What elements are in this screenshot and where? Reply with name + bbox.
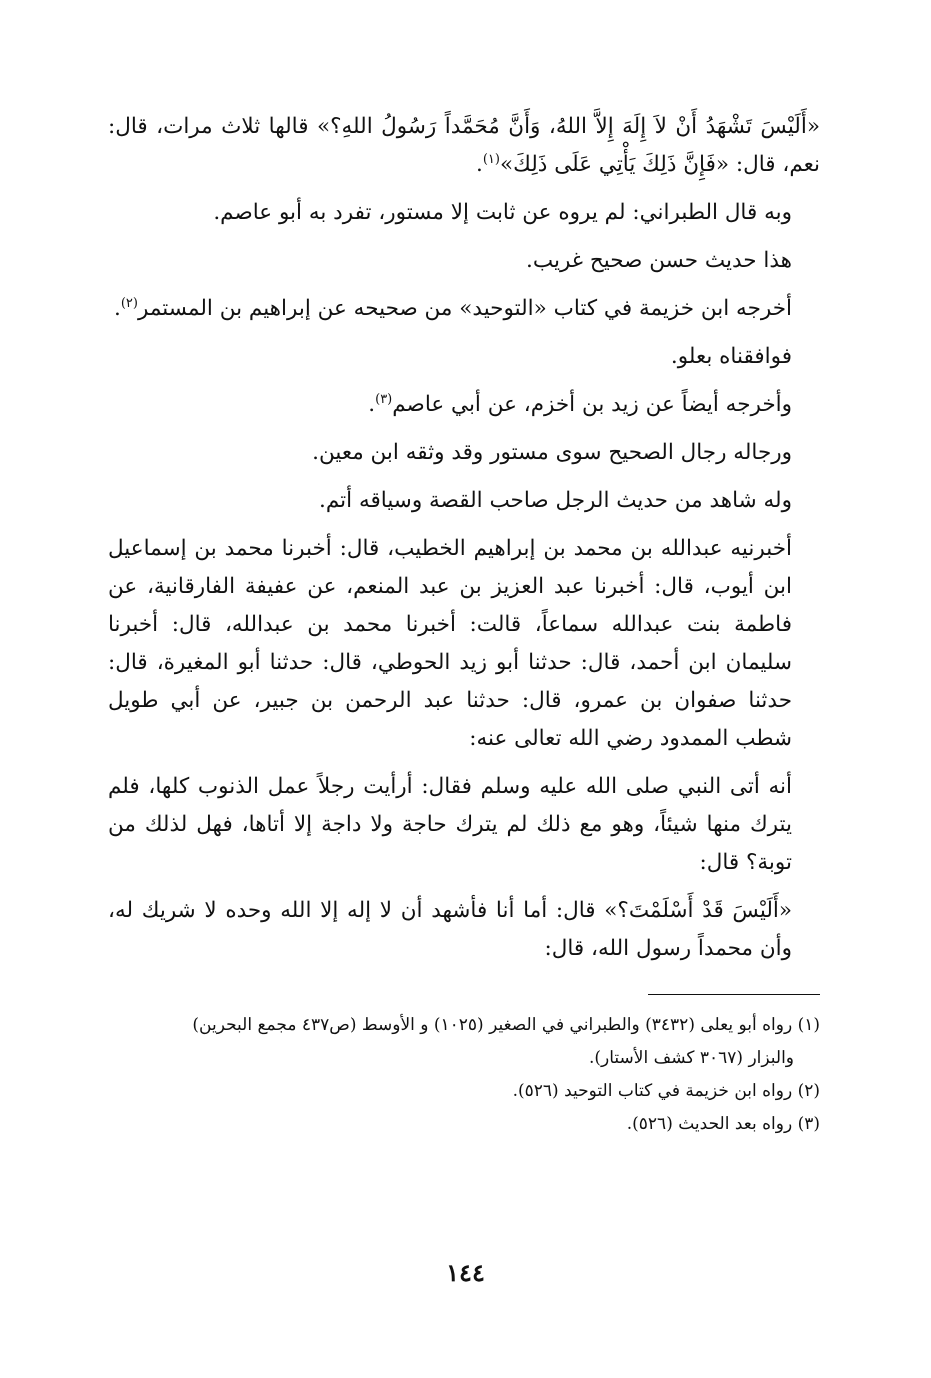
footnote-2: (٢) رواه ابن خزيمة في كتاب التوحيد (٥٢٦). bbox=[512, 1081, 820, 1101]
document-page bbox=[108, 108, 820, 1141]
paragraph-8 bbox=[108, 482, 820, 520]
paragraph-tail: . bbox=[475, 152, 483, 177]
paragraph-tail: . bbox=[368, 392, 376, 417]
footnote-ref-1[interactable]: (١) bbox=[482, 151, 500, 167]
paragraph-11 bbox=[108, 892, 820, 968]
footnote-ref-3[interactable]: (٣) bbox=[375, 391, 393, 407]
paragraph-7 bbox=[108, 434, 820, 472]
paragraph-text: أخبرنيه عبدالله بن محمد بن إبراهيم الخطيب، قال: أخبرنا محمد بن إسماعيل ابن أيوب، قال: أخبرنا عبد العزيز بن عبد المنعم، عن عفيفة الفارقانية، عن فاطمة بنت عبدالله سماعاً، قالت: أخبرنا محمد بن عبدالله، قال: أخبرنا سليمان ابن أحمد، قال: حدثنا أبو زيد الحوطي، قال: حدثنا أبو المغيرة، قال: حدثنا صفوان بن عمرو، قال: حدثنا عبد الرحمن بن جبير، عن أبي طويل شطب الممدود رضي الله تعالى عنه: bbox=[108, 536, 792, 751]
paragraph-10 bbox=[108, 768, 820, 882]
paragraph-3 bbox=[108, 242, 820, 280]
page-number: ١٤٤ bbox=[446, 1258, 485, 1287]
paragraph-text: «أَلَيْسَ قَدْ أَسْلَمْتَ؟» قال: أما أنا فأشهد أن لا إله إلا الله وحده لا شريك له، وأن محمداً رسول الله، قال: bbox=[108, 898, 792, 961]
footnote-3: (٣) رواه بعد الحديث (٥٢٦). bbox=[626, 1114, 820, 1134]
paragraph-text: أخرجه ابن خزيمة في كتاب «التوحيد» من صحيحه عن إبراهيم بن المستمر bbox=[137, 296, 792, 321]
paragraph-text: هذا حديث حسن صحيح غريب. bbox=[526, 248, 792, 273]
paragraph-5 bbox=[108, 338, 820, 376]
footnote-1: (١) رواه أبو يعلى (٣٤٣٢) والطبراني في الصغير (١٠٢٥) و الأوسط (ص٤٣٧ مجمع البحرين) bbox=[192, 1015, 820, 1035]
footnote-ref-2[interactable]: (٢) bbox=[120, 295, 138, 311]
footnote-1-continuation: والبزار (٣٠٦٧ كشف الأستار). bbox=[588, 1048, 794, 1068]
paragraph-text: وله شاهد من حديث الرجل صاحب القصة وسياقه أتم. bbox=[319, 488, 792, 513]
paragraph-text: أنه أتى النبي صلى الله عليه وسلم فقال: أرأيت رجلاً عمل الذنوب كلها، فلم يترك منها شيئاً، وهو مع ذلك لم يترك حاجة ولا داجة إلا أتاها، فهل لذلك من توبة؟ قال: bbox=[108, 774, 792, 875]
paragraph-text: ورجاله رجال الصحيح سوى مستور وقد وثقه ابن معين. bbox=[312, 440, 792, 465]
main-text bbox=[108, 108, 820, 968]
footnote-divider bbox=[648, 994, 820, 995]
paragraph-4 bbox=[108, 290, 820, 328]
paragraph-text: فوافقناه بعلو. bbox=[670, 344, 792, 369]
paragraph-text: «أَلَيْسَ تَشْهَدُ أَنْ لاَ إِلَهَ إِلاَّ اللهُ، وَأَنَّ مُحَمَّداً رَسُولُ اللهِ؟» قالها ثلاث مرات، قال: نعم، قال: «فَإِنَّ ذَلِكَ يَأْتِي عَلَى ذَلِكَ» bbox=[108, 114, 820, 177]
paragraph-tail: . bbox=[113, 296, 121, 321]
paragraph-text: وبه قال الطبراني: لم يروه عن ثابت إلا مستور، تفرد به أبو عاصم. bbox=[213, 200, 792, 225]
paragraph-1 bbox=[108, 108, 820, 184]
paragraph-9 bbox=[108, 530, 820, 758]
paragraph-6 bbox=[108, 386, 820, 424]
paragraph-2 bbox=[108, 194, 820, 232]
paragraph-text: وأخرجه أيضاً عن زيد بن أخزم، عن أبي عاصم bbox=[392, 392, 792, 417]
footnotes bbox=[108, 1009, 820, 1141]
